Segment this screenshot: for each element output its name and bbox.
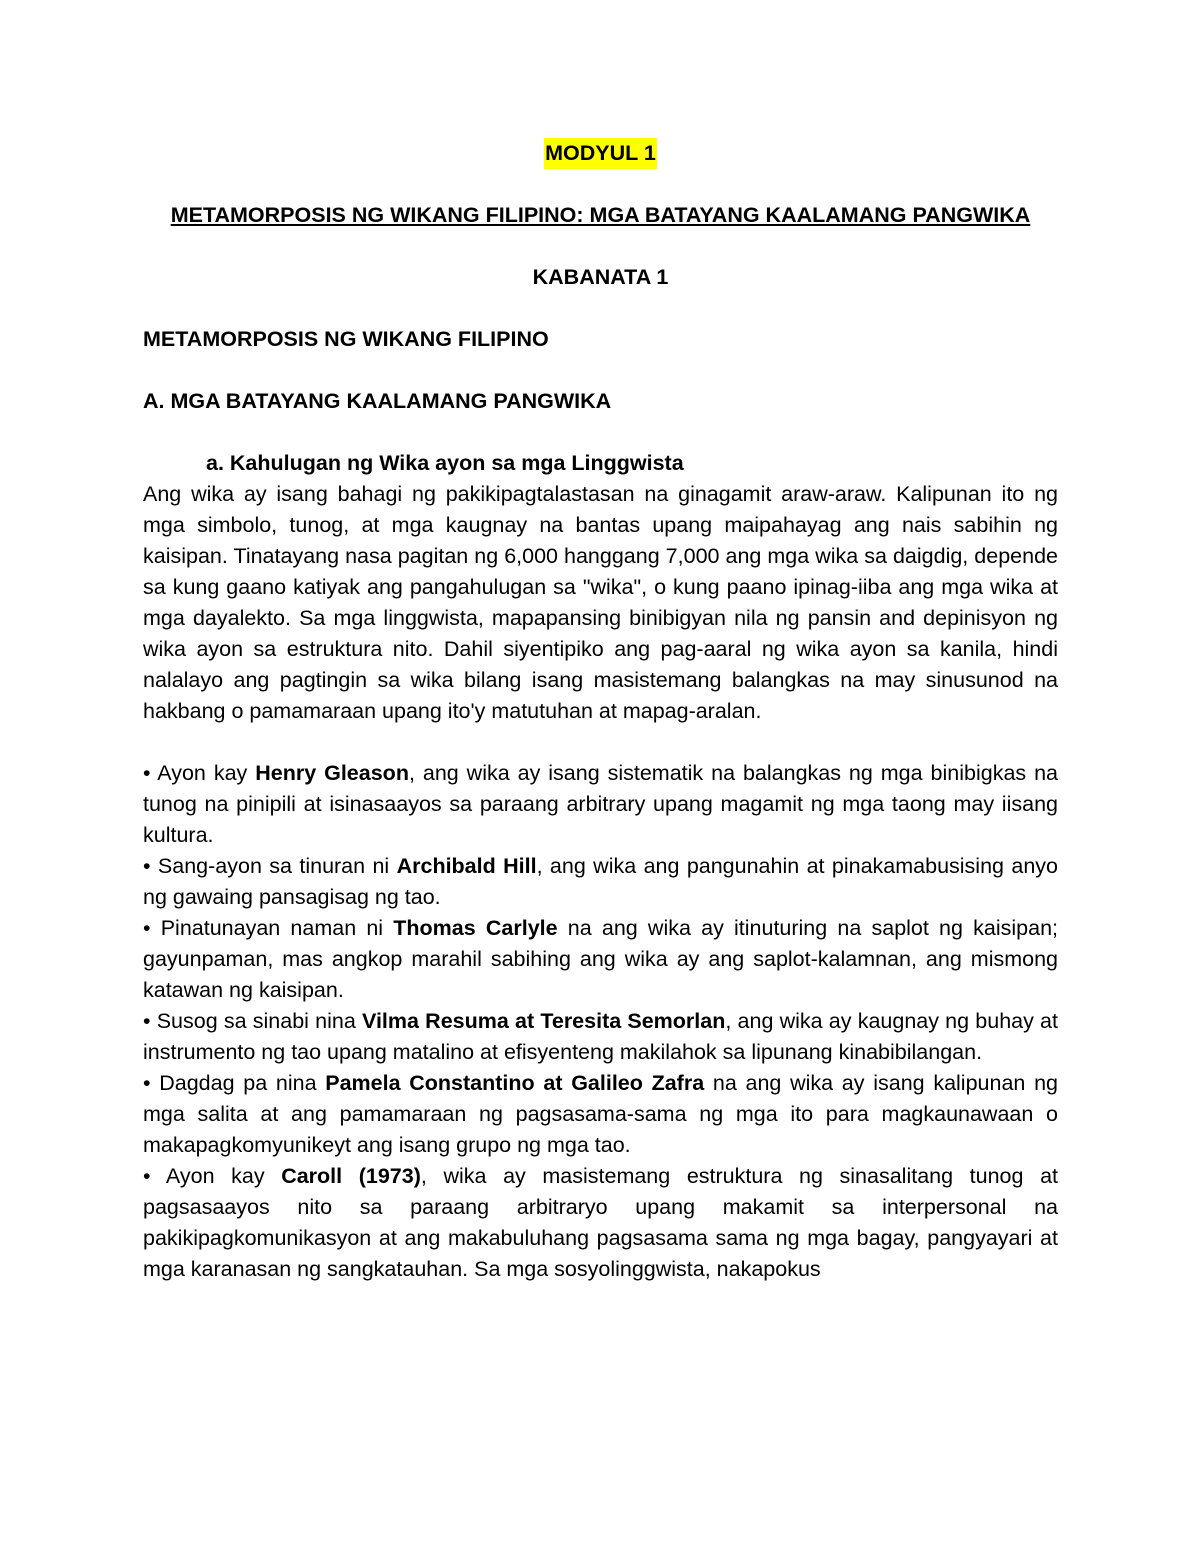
- subsection-title: a. Kahulugan ng Wika ayon sa mga Linggwista: [206, 451, 684, 475]
- linguist-name: Henry Gleason: [255, 761, 409, 785]
- spacer: [143, 417, 1058, 448]
- definition-text: na ang wika ay isang kalipunan ng mga salita at ang pamamaraan ng pagsasama-sama ng mga ito para magkaunawaan o makapagkomyunikeyt ang isang grupo ng mga tao.: [143, 1071, 1058, 1157]
- definition-lead: • Sang-ayon sa tinuran ni: [143, 854, 397, 878]
- definition-text: , ang wika ang pangunahin at pinakamabusising anyo ng gawaing pansagisag ng tao.: [143, 854, 1058, 909]
- spacer: [143, 727, 1058, 758]
- definition-item: [143, 1161, 1058, 1285]
- definition-lead: • Pinatunayan naman ni: [143, 916, 394, 940]
- module-title-line: [143, 200, 1058, 231]
- definition-lead: • Ayon kay: [143, 761, 256, 785]
- spacer: [143, 293, 1058, 324]
- definition-lead: • Dagdag pa nina: [143, 1071, 326, 1095]
- chapter-title: METAMORPOSIS NG WIKANG FILIPINO: [143, 327, 549, 351]
- definition-text: na ang wika ay itinuturing na saplot ng kaisipan; gayunpaman, mas angkop marahil sabihing ang wika ay ang saplot-kalamnan, ang mismong katawan ng kaisipan.: [143, 916, 1058, 1002]
- definition-lead: • Ayon kay: [143, 1164, 282, 1188]
- definition-item: [143, 1068, 1058, 1161]
- definition-lead: • Susog sa sinabi nina: [143, 1009, 362, 1033]
- definition-item: [143, 851, 1058, 913]
- spacer: [143, 169, 1058, 200]
- module-label: MODYUL 1: [544, 138, 657, 169]
- module-label-line: [143, 138, 1058, 169]
- linguist-name: Vilma Resuma at Teresita Semorlan: [362, 1009, 726, 1033]
- document-page: [143, 138, 1058, 1285]
- spacer: [143, 231, 1058, 262]
- definition-text: , ang wika ay kaugnay ng buhay at instrumento ng tao upang matalino at efisyenteng makilahok sa lipunang kinabibilangan.: [143, 1009, 1058, 1064]
- module-title: METAMORPOSIS NG WIKANG FILIPINO: MGA BATAYANG KAALAMANG PANGWIKA: [170, 203, 1031, 227]
- linguist-name: Thomas Carlyle: [393, 916, 558, 940]
- definition-text: , wika ay masistemang estruktura ng sinasalitang tunog at pagsasaayos nito sa paraang arbitraryo upang makamit sa interpersonal na pakikipagkomunikasyon at ang makabuluhang pagsasama sama ng mga bagay, pangyayari at mga karanasan ng sangkatauhan. Sa mga sosyolinggwista, nakapokus: [143, 1164, 1058, 1281]
- definition-text: , ang wika ay isang sistematik na balangkas ng mga binibigkas na tunog na pinipili at isinasaayos sa paraang arbitrary upang magamit ng mga taong may iisang kultura.: [143, 761, 1058, 847]
- definition-item: [143, 913, 1058, 1006]
- section-title: A. MGA BATAYANG KAALAMANG PANGWIKA: [143, 389, 612, 413]
- spacer: [143, 355, 1058, 386]
- chapter-label: KABANATA 1: [532, 265, 669, 289]
- definition-item: [143, 1006, 1058, 1068]
- linguist-name: Archibald Hill: [396, 854, 537, 878]
- definition-item: [143, 758, 1058, 851]
- linguist-name: Caroll (1973): [281, 1164, 421, 1188]
- intro-paragraph: Ang wika ay isang bahagi ng pakikipagtalastasan na ginagamit araw-araw. Kalipunan ito ng mga simbolo, tunog, at mga kaugnay na bantas upang maipahayag ang nais sabihin ng kaisipan. Tinatayang nasa pagitan ng 6,000 hanggang 7,000 ang mga wika sa daigdig, depende sa kung gaano katiyak ang pangahulugan sa "wika", o kung paano ipinag-iiba ang mga wika at mga dayalekto. Sa mga linggwista, mapapansing binibigyan nila ng pansin and depinisyon ng wika ayon sa estruktura nito. Dahil siyentipiko ang pag-aaral ng wika ayon sa kanila, hindi nalalayo ang pagtingin sa wika bilang isang masistemang balangkas na may sinusunod na hakbang o pamamaraan upang ito'y matutuhan at mapag-aralan.: [143, 482, 1058, 723]
- linguist-name: Pamela Constantino at Galileo Zafra: [325, 1071, 705, 1095]
